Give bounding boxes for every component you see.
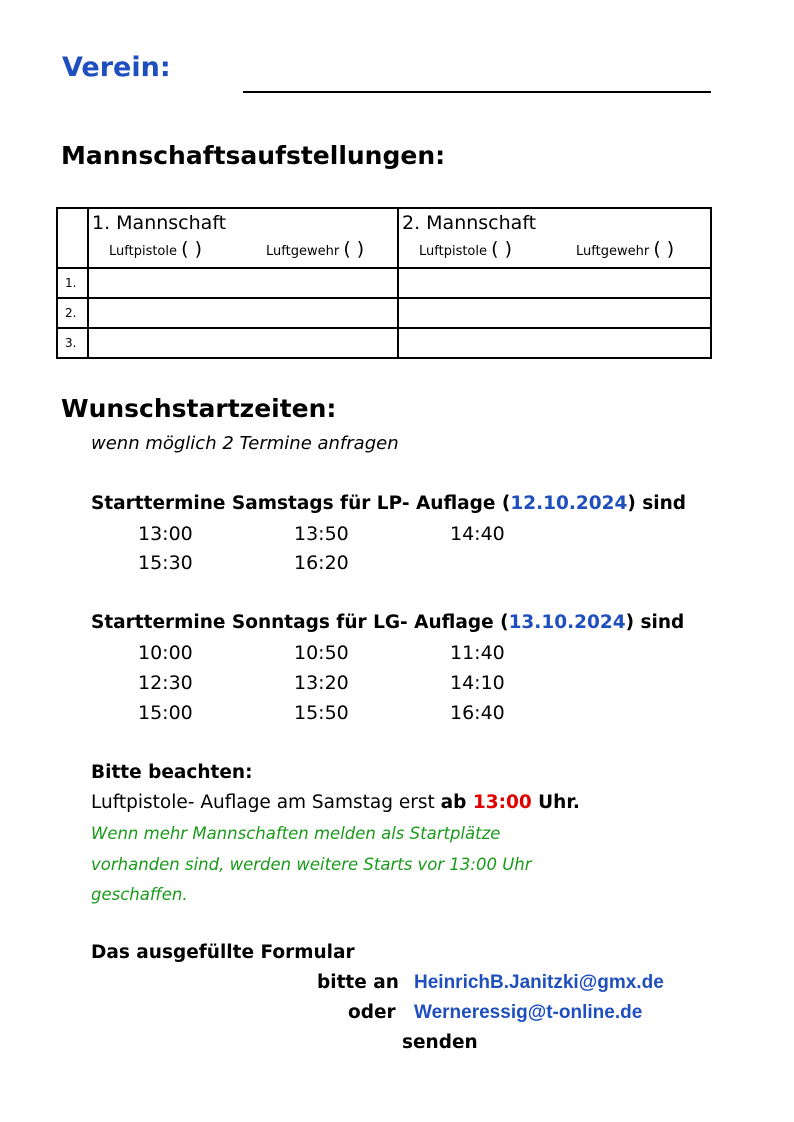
team-2-header bbox=[398, 208, 711, 268]
sun-time: 13:20 bbox=[294, 672, 349, 694]
sat-time: 13:00 bbox=[138, 523, 193, 545]
sun-time: 11:40 bbox=[450, 642, 505, 664]
email-link-2[interactable]: Werneressig@t-online.de bbox=[414, 1002, 643, 1023]
sun-date: 13.10.2024 bbox=[508, 612, 626, 633]
row-number: 2. bbox=[57, 298, 88, 328]
team-1-slot-1[interactable] bbox=[88, 268, 398, 298]
row-number: 1. bbox=[57, 268, 88, 298]
note-line: Luftpistole- Auflage am Samstag erst ab 13:00 Uhr. bbox=[91, 792, 580, 813]
team-1-header bbox=[88, 208, 398, 268]
sun-time: 10:00 bbox=[138, 642, 193, 664]
wunsch-hint: wenn möglich 2 Termine anfragen bbox=[91, 433, 399, 454]
sat-time: 13:50 bbox=[294, 523, 349, 545]
wunsch-heading: Wunschstartzeiten: bbox=[61, 394, 337, 423]
senden-label: senden bbox=[402, 1032, 478, 1053]
team-2-title: 2. Mannschaft bbox=[402, 212, 537, 234]
team-table bbox=[56, 207, 712, 359]
mannschaft-heading: Mannschaftsaufstellungen: bbox=[61, 141, 446, 170]
email-link-1[interactable]: HeinrichB.Janitzki@gmx.de bbox=[414, 972, 664, 993]
team-2-slot-1[interactable] bbox=[398, 268, 711, 298]
corner-cell bbox=[57, 208, 88, 268]
team-1-slot-2[interactable] bbox=[88, 298, 398, 328]
team-1-title: 1. Mannschaft bbox=[92, 212, 227, 234]
team-1-slot-3[interactable] bbox=[88, 328, 398, 358]
bitte-an-label: bitte an bbox=[317, 972, 399, 993]
sun-time: 14:10 bbox=[450, 672, 505, 694]
note-heading: Bitte beachten: bbox=[91, 762, 253, 783]
oder-label: oder bbox=[348, 1002, 396, 1023]
sat-date: 12.10.2024 bbox=[510, 493, 628, 514]
verein-label: Verein: bbox=[62, 52, 171, 83]
team-2-lp-checkbox[interactable]: ( ) bbox=[491, 238, 513, 260]
sun-time: 10:50 bbox=[294, 642, 349, 664]
note-time: 13:00 bbox=[472, 792, 532, 813]
note-green-2: vorhanden sind, werden weitere Starts vor 13:00 Uhr bbox=[91, 855, 532, 874]
note-green-3: geschaffen. bbox=[91, 885, 188, 904]
sat-time: 15:30 bbox=[138, 552, 193, 574]
row-number: 3. bbox=[57, 328, 88, 358]
team-1-lp-checkbox[interactable]: ( ) bbox=[181, 238, 203, 260]
note-green-1: Wenn mehr Mannschaften melden als Startplätze bbox=[91, 824, 501, 843]
form-heading: Das ausgefüllte Formular bbox=[91, 942, 355, 963]
team-2-lg-checkbox[interactable]: ( ) bbox=[653, 238, 675, 260]
sun-time: 12:30 bbox=[138, 672, 193, 694]
team-1-lg-checkbox[interactable]: ( ) bbox=[343, 238, 365, 260]
verein-input-line[interactable] bbox=[243, 91, 711, 93]
team-2-slot-3[interactable] bbox=[398, 328, 711, 358]
team-2-lp-label: Luftpistole bbox=[419, 244, 487, 259]
sat-time: 14:40 bbox=[450, 523, 505, 545]
team-2-lg-label: Luftgewehr bbox=[576, 244, 650, 259]
sat-time: 16:20 bbox=[294, 552, 349, 574]
team-1-lp-label: Luftpistole bbox=[109, 244, 177, 259]
sun-time: 15:00 bbox=[138, 702, 193, 724]
sat-heading: Starttermine Samstags für LP- Auflage (12.10.2024) sind bbox=[91, 493, 687, 514]
sun-time: 16:40 bbox=[450, 702, 505, 724]
sun-heading: Starttermine Sonntags für LG- Auflage (13.10.2024) sind bbox=[91, 612, 685, 633]
sun-time: 15:50 bbox=[294, 702, 349, 724]
team-1-lg-label: Luftgewehr bbox=[266, 244, 340, 259]
team-2-slot-2[interactable] bbox=[398, 298, 711, 328]
